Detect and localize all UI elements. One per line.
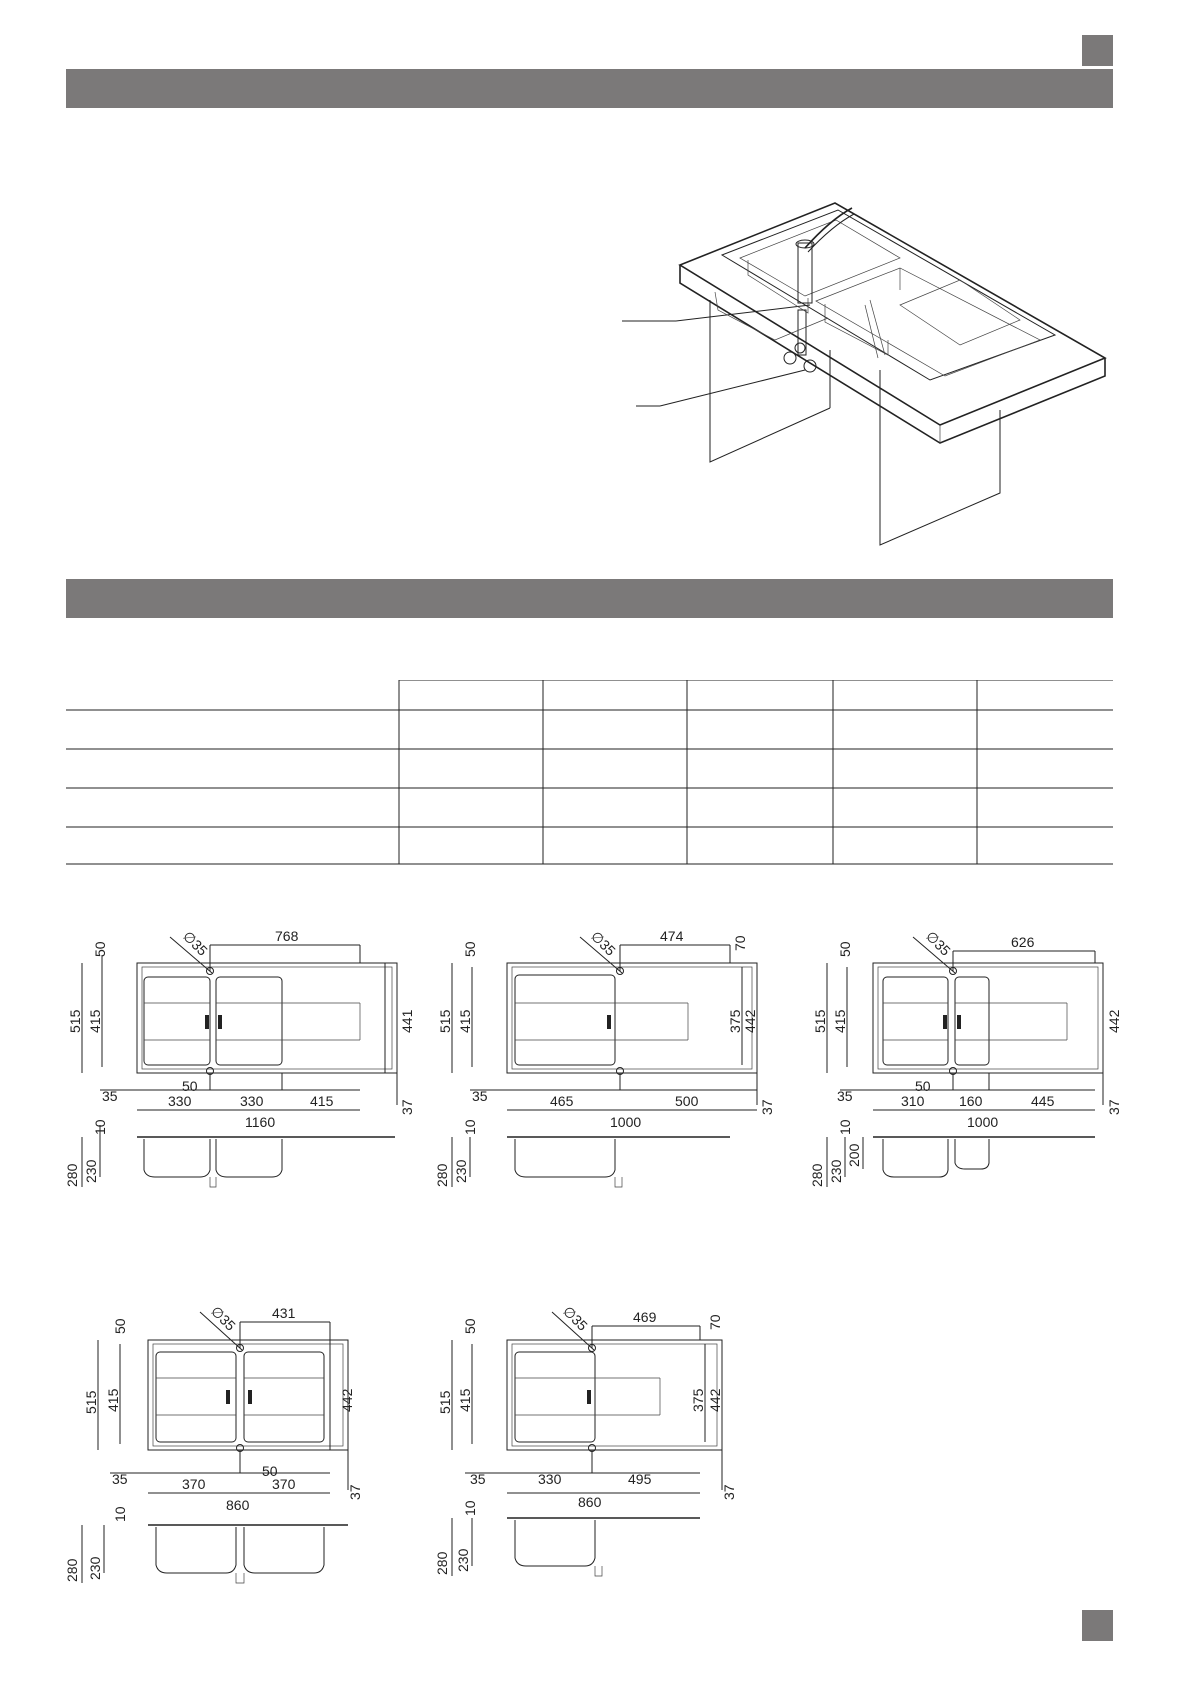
- dim-w2: 330: [240, 1093, 264, 1109]
- dim-left-offset: 35: [472, 1088, 488, 1104]
- dim-top-span: 626: [1011, 934, 1035, 950]
- drawing-1160-double-bowl: [60, 915, 420, 1220]
- dim-left-offset: 35: [837, 1088, 853, 1104]
- dim-height-total: 280: [434, 1163, 450, 1187]
- dim-hole: ∅35: [179, 927, 211, 959]
- dim-depth: 515: [437, 1009, 453, 1033]
- dim-height-bowl: 230: [453, 1159, 469, 1183]
- dim-height-total: 280: [64, 1163, 80, 1187]
- dim-lip: 10: [462, 1500, 478, 1516]
- dim-height-bowl: 230: [828, 1159, 844, 1183]
- dim-w2: 500: [675, 1093, 699, 1109]
- dim-left-offset: 35: [112, 1471, 128, 1487]
- dim-w1: 465: [550, 1093, 574, 1109]
- dim-total: 1000: [967, 1114, 999, 1130]
- dim-height-bowl: 230: [455, 1548, 471, 1572]
- dim-w2: 370: [272, 1476, 296, 1492]
- dim-total: 1000: [610, 1114, 642, 1130]
- dim-w2: 160: [959, 1093, 983, 1109]
- dim-inner: 415: [87, 1009, 103, 1033]
- dim-right-b: 442: [707, 1388, 723, 1412]
- dim-height-total: 280: [809, 1163, 825, 1187]
- dim-left-offset: 35: [102, 1088, 118, 1104]
- sink-installation-illustration: [600, 180, 1120, 555]
- dim-w1: 370: [182, 1476, 206, 1492]
- dim-gap: 50: [262, 1463, 278, 1479]
- dim-right: 441: [399, 1009, 415, 1033]
- dim-right: 442: [1106, 1009, 1122, 1033]
- dim-inner: 415: [832, 1009, 848, 1033]
- dim-hole: ∅35: [587, 927, 619, 959]
- dim-height-bowl: 230: [87, 1556, 103, 1580]
- dim-lip: 10: [462, 1119, 478, 1135]
- dim-right-a: 375: [690, 1388, 706, 1412]
- dim-top-span: 469: [633, 1309, 657, 1325]
- dim-bottom: 37: [1106, 1099, 1122, 1115]
- dim-gap: 50: [182, 1078, 198, 1094]
- dim-top-offset: 50: [112, 1318, 128, 1334]
- dim-right: 442: [339, 1388, 355, 1412]
- dim-top-offset: 50: [462, 1318, 478, 1334]
- dim-total: 860: [578, 1494, 602, 1510]
- dim-inner: 415: [457, 1388, 473, 1412]
- dim-bottom: 37: [399, 1099, 415, 1115]
- dim-bottom: 37: [721, 1484, 737, 1500]
- dim-height-small: 200: [846, 1143, 862, 1167]
- dim-hole: ∅35: [559, 1302, 591, 1334]
- corner-tab-top: [1082, 35, 1113, 66]
- dim-depth: 515: [812, 1009, 828, 1033]
- dim-top-offset: 50: [837, 941, 853, 957]
- dim-w1: 310: [901, 1093, 925, 1109]
- dim-left-offset: 35: [470, 1471, 486, 1487]
- dim-gap: 50: [915, 1078, 931, 1094]
- dim-depth: 515: [83, 1390, 99, 1414]
- dim-depth: 515: [67, 1009, 83, 1033]
- dim-height-bowl: 230: [83, 1159, 99, 1183]
- drawing-1000-single-bowl: [430, 915, 790, 1220]
- dim-top-span: 474: [660, 928, 684, 944]
- dim-top-offset: 50: [92, 941, 108, 957]
- dim-inner: 415: [105, 1388, 121, 1412]
- drawing-860-single-bowl: [430, 1290, 750, 1635]
- dim-w1: 330: [168, 1093, 192, 1109]
- dim-w3: 415: [310, 1093, 334, 1109]
- dim-top-right: 70: [707, 1314, 723, 1330]
- dim-top-span: 431: [272, 1305, 296, 1321]
- dim-height-total: 280: [434, 1551, 450, 1575]
- section-bar-installation: [66, 69, 1113, 108]
- dim-w1: 330: [538, 1471, 562, 1487]
- dim-height-total: 280: [64, 1558, 80, 1582]
- dim-hole: ∅35: [207, 1302, 239, 1334]
- dim-top-right: 70: [732, 935, 748, 951]
- section-bar-specifications: [66, 579, 1113, 618]
- dim-top-span: 768: [275, 928, 299, 944]
- dim-top-offset: 50: [462, 941, 478, 957]
- corner-tab-bottom: [1082, 1610, 1113, 1641]
- dim-w3: 445: [1031, 1093, 1055, 1109]
- dim-lip: 10: [837, 1119, 853, 1135]
- dim-lip: 10: [92, 1119, 108, 1135]
- dim-w2: 495: [628, 1471, 652, 1487]
- drawing-860-double-bowl: [60, 1290, 380, 1635]
- dim-right-a: 375: [727, 1009, 743, 1033]
- dim-bottom: 37: [347, 1484, 363, 1500]
- dim-lip: 10: [112, 1506, 128, 1522]
- drawing-1000-one-and-half-bowl: [805, 915, 1135, 1220]
- dim-right-b: 442: [742, 1009, 758, 1033]
- dim-hole: ∅35: [922, 927, 954, 959]
- dim-bottom: 37: [759, 1099, 775, 1115]
- dim-depth: 515: [437, 1390, 453, 1414]
- specification-table: [66, 680, 1113, 866]
- dim-total: 1160: [245, 1114, 276, 1130]
- dim-inner: 415: [457, 1009, 473, 1033]
- dim-total: 860: [226, 1497, 250, 1513]
